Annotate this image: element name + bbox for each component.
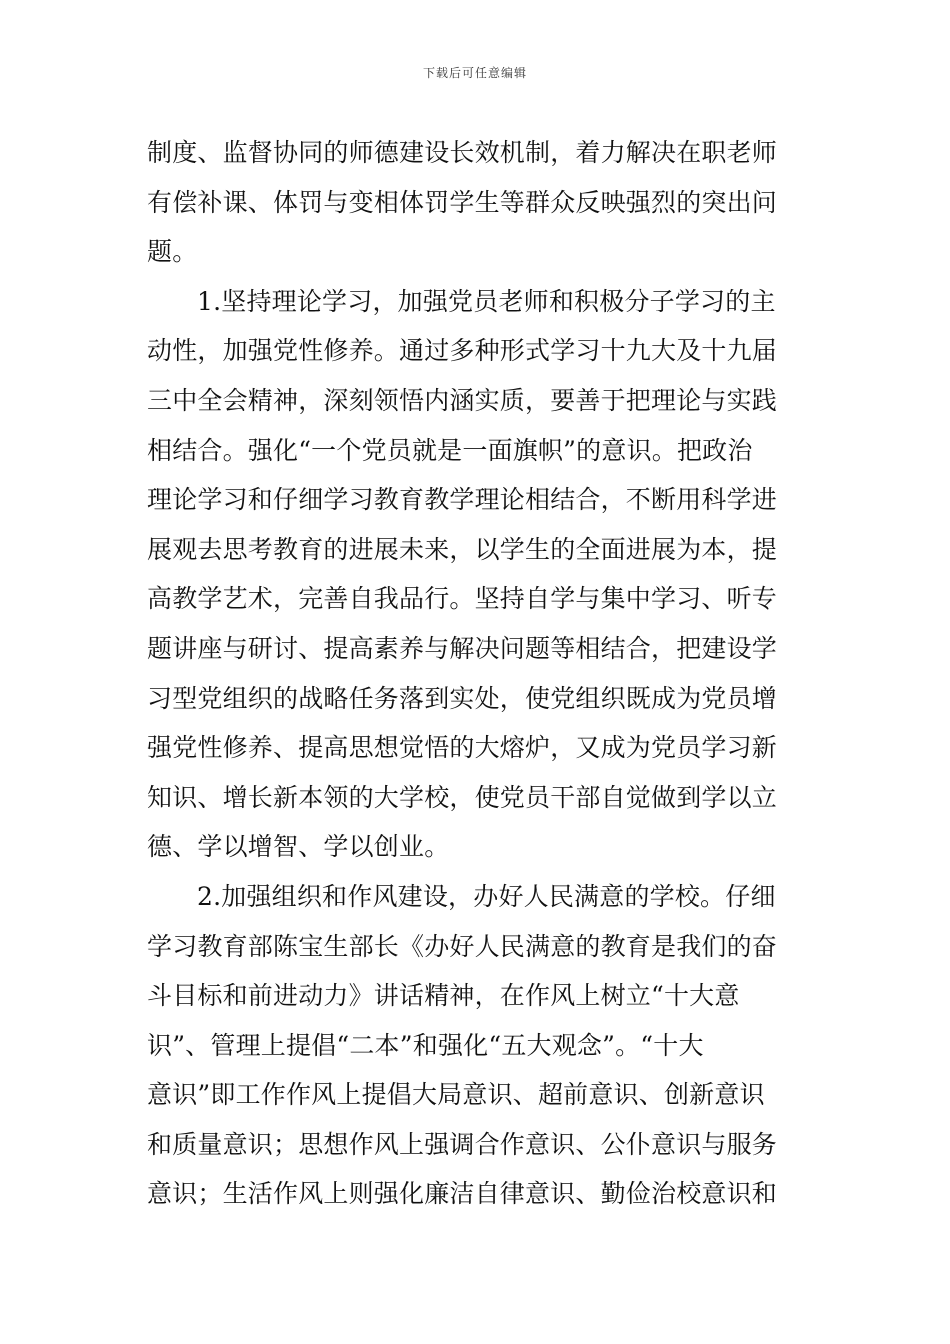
text-line: 展观去思考教育的进展未来，以学生的全面进展为本，提: [147, 534, 778, 564]
text-line: 习型党组织的战略任务落到实处，使党组织既成为党员增: [147, 683, 778, 713]
text-line: 意识”即工作作风上提倡大局意识、超前意识、创新意识: [147, 1080, 765, 1110]
text-line: 1.坚持理论学习，加强党员老师和积极分子学习的主: [197, 286, 776, 316]
text-line: 2.加强组织和作风建设，办好人民满意的学校。仔细: [197, 881, 776, 911]
text-line: 高教学艺术，完善自我品行。坚持自学与集中学习、听专: [147, 584, 778, 614]
text-line: 识”、管理上提倡“二本”和强化“五大观念”。“十大: [147, 1030, 704, 1060]
page-header: 下载后可任意编辑: [422, 66, 527, 80]
text-line: 意识；生活作风上则强化廉洁自律意识、勤俭治校意识和: [147, 1179, 778, 1209]
text-line: 学习教育部陈宝生部长《办好人民满意的教育是我们的奋: [147, 931, 778, 961]
document-body: [147, 128, 807, 1219]
text-line: 有偿补课、体罚与变相体罚学生等群众反映强烈的突出问: [147, 187, 778, 217]
text-line: 动性，加强党性修养。通过多种形式学习十九大及十九届: [147, 336, 778, 366]
paragraph-1: [147, 128, 807, 277]
text-line: 理论学习和仔细学习教育教学理论相结合，不断用科学进: [147, 485, 778, 515]
text-line: 知识、增长新本领的大学校，使党员干部自觉做到学以立: [147, 782, 778, 812]
text-line: 斗目标和前进动力》讲话精神，在作风上树立“十大意: [147, 981, 740, 1011]
paragraph-3: [147, 872, 807, 1219]
text-line: 题讲座与研讨、提高素养与解决问题等相结合，把建设学: [147, 633, 778, 663]
text-line: 三中全会精神，深刻领悟内涵实质，要善于把理论与实践: [147, 385, 778, 415]
text-line: 相结合。强化“一个党员就是一面旗帜”的意识。把政治: [147, 435, 753, 465]
text-line: 和质量意识；思想作风上强调合作意识、公仆意识与服务: [147, 1129, 778, 1159]
text-line: 制度、监督协同的师德建设长效机制，着力解决在职老师: [147, 138, 778, 167]
text-line: 强党性修养、提高思想觉悟的大熔炉，又成为党员学习新: [147, 733, 778, 763]
text-line: 题。: [147, 237, 198, 267]
paragraph-2: [147, 277, 807, 872]
text-line: 德、学以增智、学以创业。: [147, 832, 450, 862]
